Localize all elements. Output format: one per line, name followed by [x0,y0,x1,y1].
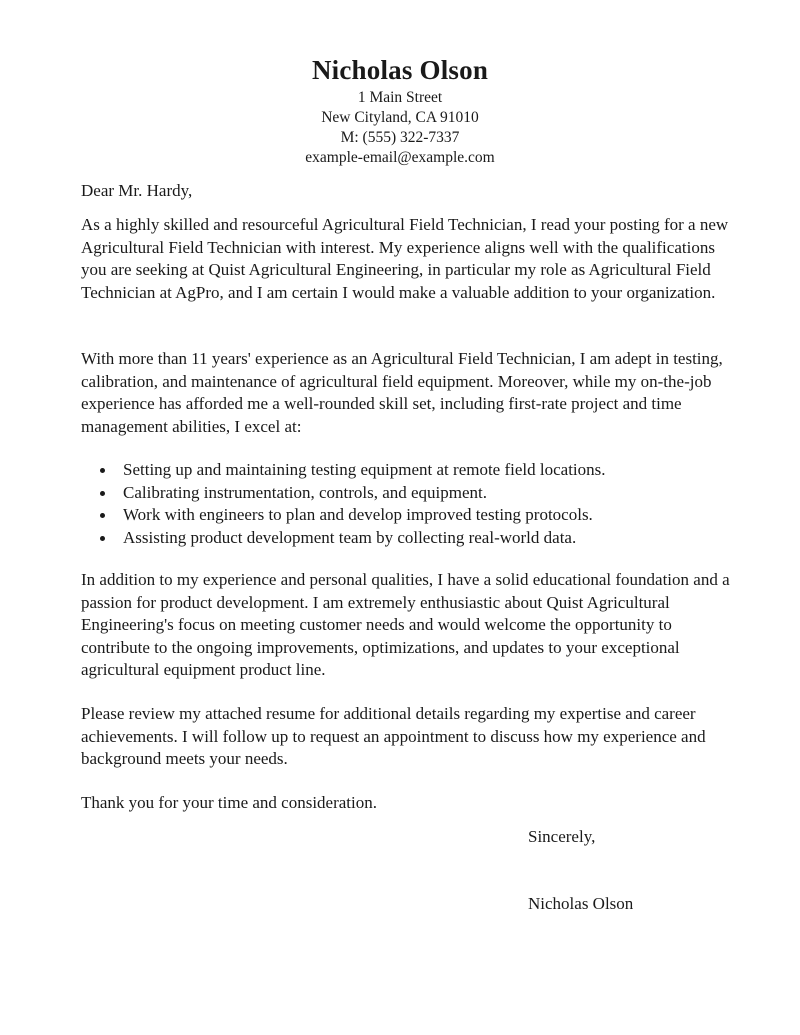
skills-list-item [81,504,731,527]
salutation: Dear Mr. Hardy, [81,181,193,200]
address-line-2: New Cityland, CA 91010 [321,109,479,126]
bullet-icon [100,513,105,518]
sender-name: Nicholas Olson [311,55,489,85]
skills-list-item-text: Setting up and maintaining testing equipment at remote field locations. [123,460,606,479]
skills-list-item-text: Work with engineers to plan and develop improved testing protocols. [123,505,593,525]
skills-list-item-text: Calibrating instrumentation, controls, and equipment. [123,482,488,502]
skills-list-item [81,459,731,482]
bullet-icon [100,468,105,473]
paragraph-intro: As a highly skilled and resourceful Agricultural Field Technician, I read your posting for a new Agricultural Field Technician with interest. My experience aligns well with the qualifications you are seeking at Quist Agricultural Engineering, in particular my role as Agricultural Field Technician at AgPro, and I am certain I would make a valuable addition to your organization. [81,215,729,302]
paragraph-education: In addition to my experience and personal qualities, I have a solid educational foundation and a passion for product development. I am extremely enthusiastic about Quist Agricultural Engineering's focus on meeting customer needs and would welcome the opportunity to contribute to the ongoing improvements, optimizations, and updates to your exceptional agricultural equipment product line. [81,570,730,679]
signature: Nicholas Olson [528,894,634,913]
paragraph-thanks: Thank you for your time and consideration. [81,793,378,812]
phone-number: M: (555) 322-7337 [340,129,460,146]
address-line-1: 1 Main Street [357,89,443,106]
bullet-icon [100,491,105,496]
bullet-icon [100,536,105,541]
email-address: example-email@example.com [305,149,495,166]
paragraph-resume: Please review my attached resume for additional details regarding my expertise and career achievements. I will follow up to request an appointment to discuss how my experience and background meets your needs. [81,704,706,768]
skills-list [81,459,731,549]
paragraph-experience: With more than 11 years' experience as an Agricultural Field Technician, I am adept in testing, calibration, and maintenance of agricultural field equipment. Moreover, while my on-the-job experience has afforded me a well-rounded skill set, including first-rate project and time management abilities, I excel at: [81,349,723,436]
letter-header [0,54,800,168]
skills-list-item-text: Assisting product development team by collecting real-world data. [123,527,577,547]
skills-list-item [81,527,731,550]
skills-list-item [81,482,731,505]
closing: Sincerely, [528,827,596,846]
